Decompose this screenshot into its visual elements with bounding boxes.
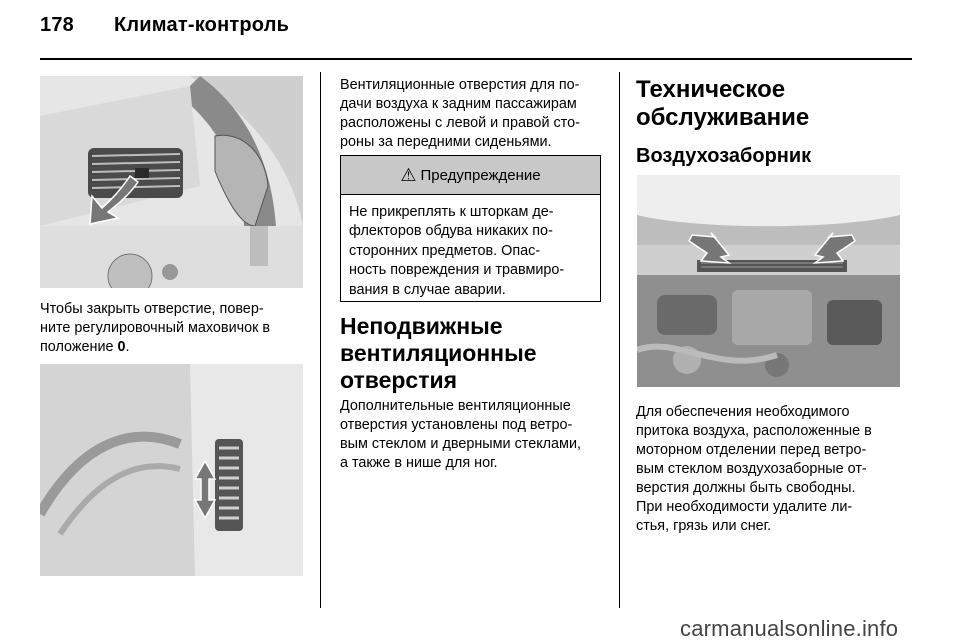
caption-line-1: Чтобы закрыть отверстие, повер- (40, 301, 264, 317)
rear-vents-intro (340, 76, 606, 152)
caption-line-2: ните регулировочный маховичок в (40, 320, 271, 336)
warning-header (341, 156, 600, 195)
dashboard-vent-figure (40, 76, 303, 288)
warning-line-4: ность повреждения и травмиро- (349, 262, 565, 279)
air-intake-figure (637, 175, 900, 387)
air-intake-line-1: Для обеспечения необходимого (636, 404, 850, 420)
intro-line-3: расположены с левой и правой сто- (340, 115, 580, 131)
page-header (40, 14, 289, 37)
fixed-vents-line-1: Дополнительные вентиляционные (340, 398, 571, 414)
warning-line-3: сторонних предметов. Опас- (349, 242, 541, 259)
watermark: carmanualsonline.info (680, 616, 899, 641)
warning-line-5: вания в случае аварии. (349, 281, 506, 298)
intro-line-4: роны за передними сиденьями. (340, 134, 552, 150)
side-vent-figure (40, 364, 303, 576)
warning-text (341, 195, 600, 300)
air-intake-line-6: При необходимости удалите ли- (636, 499, 853, 515)
fixed-vents-heading-line-2: вентиляционные (340, 340, 537, 366)
warning-line-1: Не прикреплять к шторкам де- (349, 204, 554, 220)
warning-title: Предупреждение (420, 166, 541, 184)
column-divider-2 (619, 72, 620, 608)
intro-line-2: дачи воздуха к задним пассажирам (340, 96, 577, 112)
fixed-vents-section (340, 313, 610, 473)
fixed-vents-heading (340, 313, 610, 394)
fixed-vents-line-2: отверстия установлены под ветро- (340, 417, 573, 433)
fixed-vents-heading-line-1: Неподвижные (340, 313, 503, 339)
fixed-vents-line-3: вым стеклом и дверными стеклами, (340, 436, 581, 452)
intro-line-1: Вентиляционные отверстия для по- (340, 77, 580, 93)
page-title: Климат-контроль (114, 14, 290, 36)
fixed-vents-line-4: а также в нише для ног. (340, 455, 498, 471)
caption-bold-value: 0 (117, 339, 126, 355)
warning-triangle-icon: ⚠ (400, 164, 417, 185)
caption-end: . (125, 339, 130, 355)
dashboard-vent-caption (40, 300, 312, 357)
fixed-vents-text (340, 397, 610, 473)
maintenance-heading (636, 76, 916, 132)
air-intake-line-3: моторном отделении перед ветро- (636, 442, 867, 458)
maintenance-heading-line-2: обслуживание (636, 104, 810, 131)
air-intake-heading: Воздухозаборник (636, 145, 812, 167)
warning-line-2: флекторов обдува никаких по- (349, 223, 553, 240)
air-intake-line-5: верстия должны быть свободны. (636, 480, 856, 496)
air-intake-line-2: притока воздуха, расположенные в (636, 423, 872, 439)
fixed-vents-heading-line-3: отверстия (340, 367, 458, 393)
header-rule (40, 58, 912, 60)
page-number: 178 (40, 14, 74, 36)
maintenance-section (636, 76, 916, 168)
air-intake-line-4: вым стеклом воздухозаборные от- (636, 461, 867, 477)
air-intake-line-7: стья, грязь или снег. (636, 518, 772, 534)
column-divider-1 (320, 72, 321, 608)
warning-box (340, 155, 601, 302)
air-intake-text (636, 403, 916, 536)
caption-line-3: положение (40, 339, 118, 355)
maintenance-heading-line-1: Техническое (636, 76, 786, 103)
